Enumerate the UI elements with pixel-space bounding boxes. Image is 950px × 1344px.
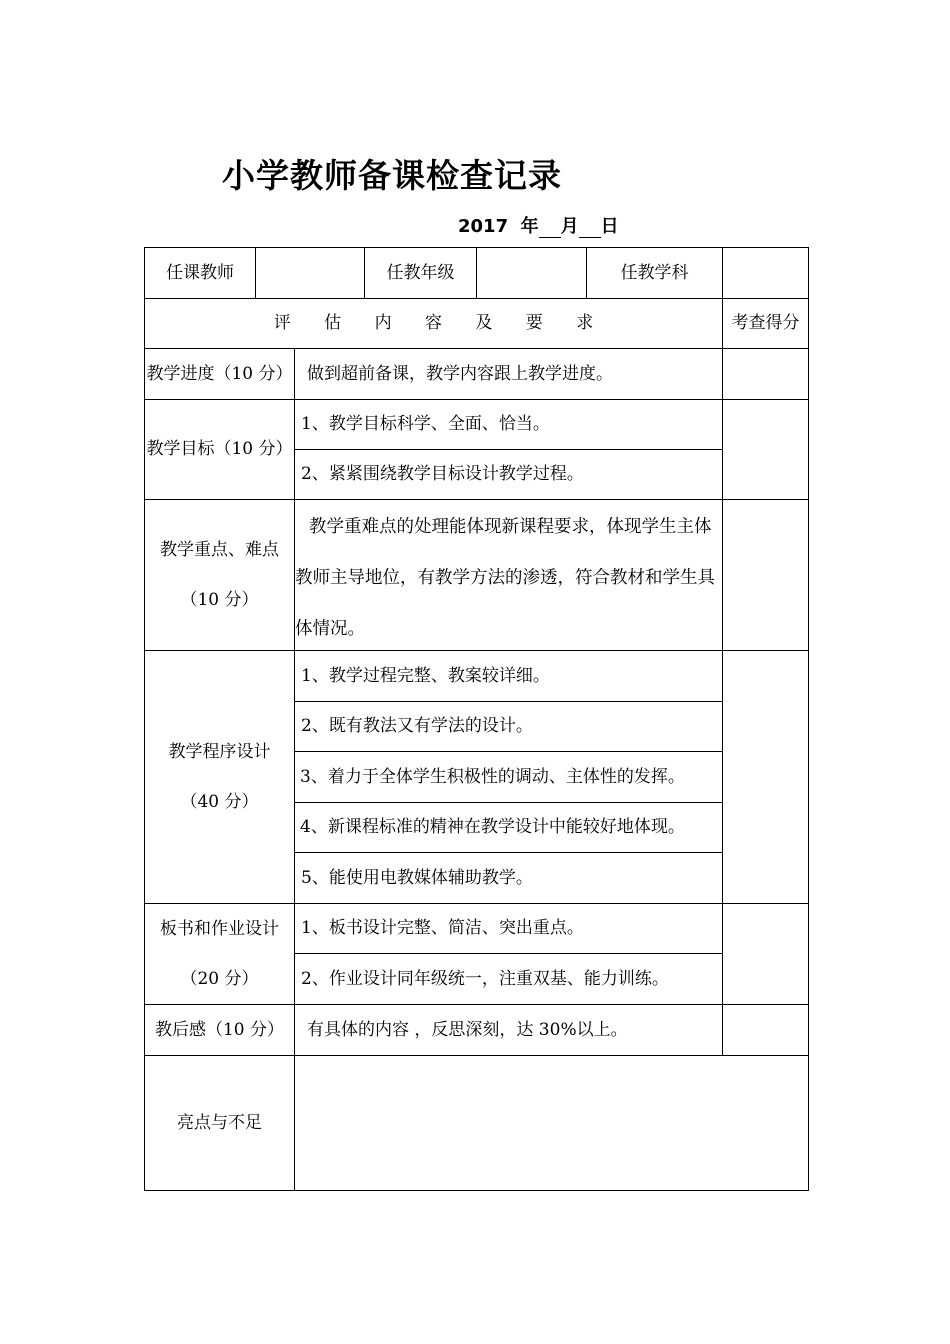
goals-item-2: 2、紧紧围绕教学目标设计教学过程。 (294, 449, 723, 500)
board-homework-item-1: 1、板书设计完整、简洁、突出重点。 (294, 903, 723, 954)
reflection-item: 有具体的内容 ，反思深刻，达 30%以上。 (294, 1004, 723, 1056)
procedure-item-4: 4、新课程标准的精神在教学设计中能较好地体现。 (294, 802, 723, 853)
procedure-item-5: 5、能使用电教媒体辅助教学。 (294, 852, 723, 904)
procedure-score-field[interactable] (722, 650, 809, 904)
teacher-label: 任课教师 (144, 247, 256, 299)
procedure-label (144, 650, 295, 904)
subject-value-field[interactable] (722, 247, 809, 299)
date-day: 日 (600, 216, 619, 237)
procedure-label-line2: （40 分） (180, 792, 259, 812)
highlights-field[interactable] (294, 1055, 809, 1191)
score-header: 考查得分 (722, 298, 809, 349)
grade-label: 任教年级 (364, 247, 477, 299)
subject-label: 任教学科 (586, 247, 723, 299)
key-points-text: 教学重难点的处理能体现新课程要求，体现学生主体教师主导地位，有教学方法的渗透，符合教材和学生具体情况。 (294, 499, 723, 651)
board-homework-item-2: 2、作业设计同年级统一，注重双基、能力训练。 (294, 953, 723, 1005)
key-points-label-line1: 教学重点、难点 (160, 540, 279, 560)
progress-label: 教学进度（10 分） (144, 348, 295, 400)
month-blank (539, 219, 561, 238)
board-homework-label-line1: 板书和作业设计 (160, 919, 279, 939)
date-year: 2017 (458, 216, 509, 237)
page-title: 小学教师备课检查记录 (222, 156, 562, 195)
reflection-label: 教后感（10 分） (144, 1004, 295, 1056)
procedure-item-3: 3、着力于全体学生积极性的调动、主体性的发挥。 (294, 751, 723, 803)
reflection-score-field[interactable] (722, 1004, 809, 1056)
board-homework-label-line2: （20 分） (180, 969, 259, 989)
highlights-label: 亮点与不足 (144, 1055, 295, 1191)
date-year-suffix: 年 (520, 216, 539, 237)
key-points-label (144, 499, 295, 651)
day-blank (579, 219, 601, 238)
date-month: 月 (560, 216, 579, 237)
criteria-header: 评 估 内 容 及 要 求 (144, 298, 723, 349)
progress-item: 做到超前备课，教学内容跟上教学进度。 (294, 348, 723, 400)
board-homework-score-field[interactable] (722, 903, 809, 1005)
key-points-score-field[interactable] (722, 499, 809, 651)
procedure-item-2: 2、既有教法又有学法的设计。 (294, 701, 723, 752)
goals-item-1: 1、教学目标科学、全面、恰当。 (294, 399, 723, 450)
procedure-label-line1: 教学程序设计 (168, 742, 271, 762)
progress-score-field[interactable] (722, 348, 809, 400)
goals-label: 教学目标（10 分） (144, 399, 295, 500)
key-points-label-line2: （10 分） (180, 590, 259, 610)
board-homework-label (144, 903, 295, 1005)
teacher-value-field[interactable] (255, 247, 365, 299)
grade-value-field[interactable] (476, 247, 587, 299)
procedure-item-1: 1、教学过程完整、教案较详细。 (294, 650, 723, 702)
goals-score-field[interactable] (722, 399, 809, 500)
date-line (458, 212, 619, 238)
